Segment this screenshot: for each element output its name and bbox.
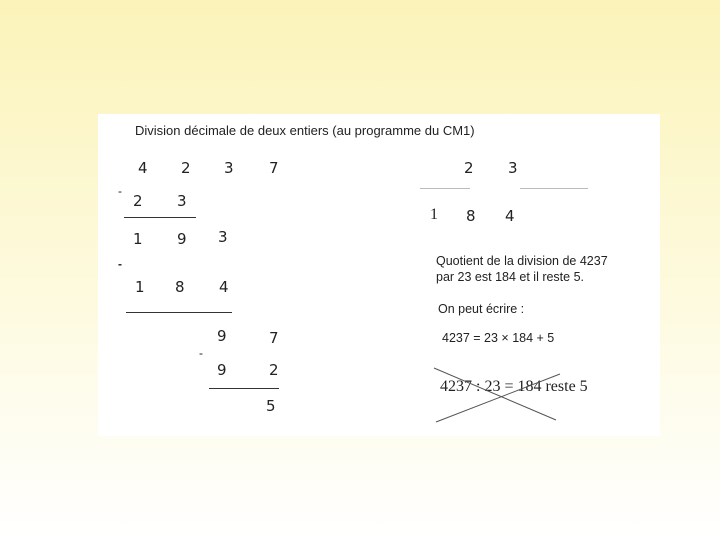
divisor-underline xyxy=(520,188,588,189)
slide-panel xyxy=(98,114,660,436)
remainder-digit: 3 xyxy=(218,228,228,246)
quotient-digit: 4 xyxy=(505,207,515,225)
dividend-digit: 7 xyxy=(269,159,279,177)
subtract-digit: 4 xyxy=(219,278,229,296)
subtraction-line xyxy=(209,388,279,389)
divisor-digit: 2 xyxy=(464,159,474,177)
subtract-digit: 2 xyxy=(133,192,143,210)
page-title: Division décimale de deux entiers (au programme du CM1) xyxy=(135,123,475,138)
dividend-digit: 4 xyxy=(138,159,148,177)
dividend-digit: 3 xyxy=(224,159,234,177)
explanation-line: par 23 est 184 et il reste 5. xyxy=(436,270,585,284)
remainder-digit: 1 xyxy=(133,230,143,248)
minus-sign: - xyxy=(118,257,122,271)
subtract-digit: 8 xyxy=(175,278,185,296)
quotient-digit: 8 xyxy=(466,207,476,225)
correct-equation: 4237 = 23 × 184 + 5 xyxy=(442,331,555,345)
remainder-digit: 9 xyxy=(217,327,227,345)
explanation-line: Quotient de la division de 4237 xyxy=(436,254,608,268)
subtract-digit: 3 xyxy=(177,192,187,210)
can-write-label: On peut écrire : xyxy=(438,302,525,316)
dividend-digit: 2 xyxy=(181,159,191,177)
subtraction-line xyxy=(124,217,196,218)
cross-out-icon xyxy=(428,358,628,428)
divisor-underline xyxy=(420,188,470,189)
subtraction-line xyxy=(126,312,232,313)
remainder-digit: 9 xyxy=(177,230,187,248)
subtract-digit: 9 xyxy=(217,361,227,379)
subtract-digit: 1 xyxy=(135,278,145,296)
minus-sign: - xyxy=(199,346,203,360)
quotient-digit: 1 xyxy=(430,206,438,223)
subtract-digit: 2 xyxy=(269,361,279,379)
final-remainder: 5 xyxy=(266,397,276,415)
wrong-notation: 4237 : 23 = 184 reste 5 xyxy=(440,378,588,395)
minus-sign: - xyxy=(118,184,122,198)
remainder-digit: 7 xyxy=(269,329,279,347)
divisor-digit: 3 xyxy=(508,159,518,177)
